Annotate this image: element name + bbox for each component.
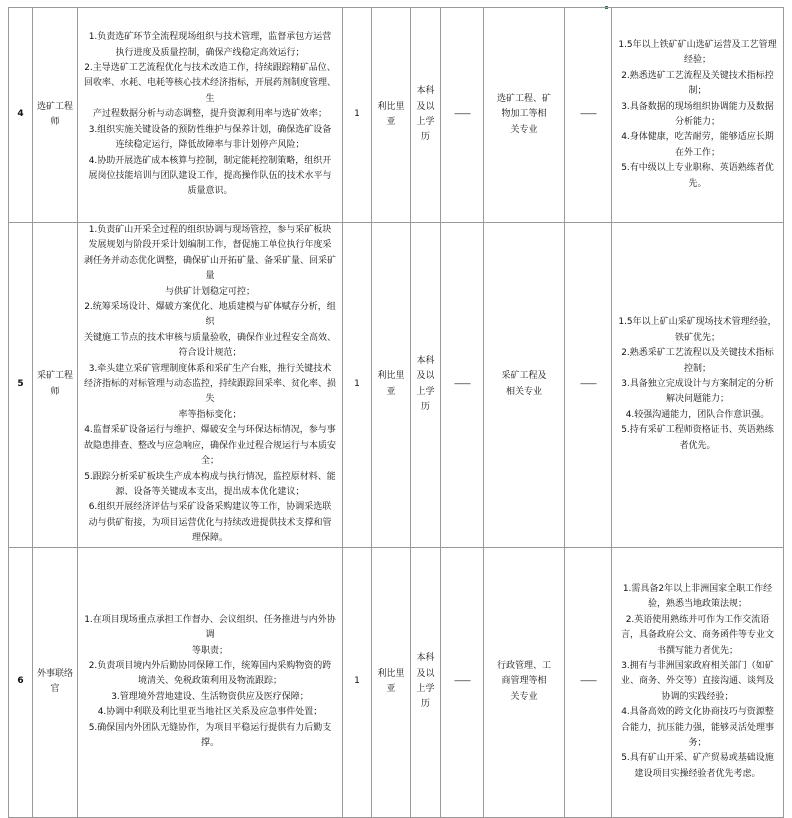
education-requirement-line: 本科 xyxy=(416,86,435,97)
education-requirement-line: 本科 xyxy=(416,653,435,664)
position-title-line: 采矿工程 xyxy=(36,371,73,382)
major-requirement-line: 采矿工程及 xyxy=(501,371,547,382)
job-duties-line: 等职责； xyxy=(191,645,228,656)
position-title-line: 官 xyxy=(50,684,60,695)
education-requirement xyxy=(411,8,441,223)
job-duties-line: 质量意识。 xyxy=(187,186,233,197)
job-duties-line: 符合设计规范； xyxy=(178,348,242,359)
job-duties-line: 3.牵头建立采矿管理制度体系和采矿生产台账，推行关键技术 xyxy=(88,363,332,374)
job-duties-line: 展岗位技能培训与团队建设工作，提高操作队伍的技术水平与 xyxy=(88,170,332,181)
position-title-line: 选矿工程 xyxy=(36,101,73,112)
job-requirements-line: 5.持有采矿工程师资格证书、英语熟练 xyxy=(621,425,774,436)
job-duties-line: 发展规划与阶段开采计划编制工作，督促施工单位执行年度采 xyxy=(88,240,332,251)
education-requirement-line: 上学 xyxy=(416,684,435,695)
job-duties-line: 1.在项目现场重点承担工作督办、会议组织、任务推进与内外协调 xyxy=(84,614,336,641)
education-requirement-line: 上学 xyxy=(416,386,435,397)
job-requirements-line: 1.需具备2年以上非洲国家全职工作经 xyxy=(622,583,773,594)
major-requirement-line: 行政管理、工 xyxy=(496,660,551,671)
work-location xyxy=(372,223,411,548)
job-requirements-line: 解决问题能力； xyxy=(665,394,729,405)
major-requirement-line: 商管理等相 xyxy=(501,676,547,687)
major-requirement-line: 物加工等相 xyxy=(501,109,547,120)
job-duties-line: 1.负责矿山开采全过程的组织协调与现场管控，参与采矿板块 xyxy=(88,225,332,235)
job-duties-line: 全； xyxy=(200,456,219,467)
job-duties-line: 撑。 xyxy=(200,737,219,748)
empty-dash-cell: —— xyxy=(441,8,484,223)
job-duties-line: 故隐患排查、整改与应急响应，确保作业过程合规运行与本质安 xyxy=(83,440,336,451)
job-duties-line: 理保障。 xyxy=(191,533,228,544)
work-location xyxy=(372,547,411,817)
education-requirement-line: 历 xyxy=(420,402,430,413)
job-requirements-line: 合能力，抗压能力强，能够灵活处理事 xyxy=(620,722,774,733)
job-duties-line: 4.监督采矿设备运行与维护、爆破安全与环保达标情况，参与事 xyxy=(84,425,336,436)
education-requirement-line: 本科 xyxy=(416,355,435,366)
job-requirements-line: 者优先。 xyxy=(679,440,716,451)
job-duties-line: 3.组织实施关键设备的预防性维护与保养计划，确保选矿设备 xyxy=(88,124,332,135)
work-location-line: 亚 xyxy=(386,117,396,127)
position-title xyxy=(33,547,78,817)
job-duties-line: 5.跟踪分析采矿板块生产成本构成与执行情况，监控原材料、能 xyxy=(84,471,336,482)
job-requirements xyxy=(612,8,784,223)
position-title xyxy=(33,8,78,223)
job-duties xyxy=(78,547,343,817)
job-requirements-line: 建设项目实操经验者优先考虑。 xyxy=(634,768,761,779)
job-requirements xyxy=(612,547,784,817)
major-requirement xyxy=(484,8,565,223)
job-duties xyxy=(78,8,343,223)
job-duties-line: 6.组织开展经济评估与采矿设备采购建议等工作，协调采选联 xyxy=(88,502,332,513)
table-row xyxy=(9,223,784,548)
major-requirement-line: 关专业 xyxy=(510,691,538,702)
work-location-line: 亚 xyxy=(386,684,396,695)
job-duties xyxy=(78,223,343,548)
major-requirement xyxy=(484,547,565,817)
education-requirement-line: 上学 xyxy=(416,117,435,127)
work-location-line: 利比里 xyxy=(377,101,405,112)
job-requirements-line: 经验； xyxy=(683,55,711,66)
education-requirement-line: 及以 xyxy=(416,371,435,382)
job-requirements-line: 2.英语使用熟练并可作为工作交流语 xyxy=(625,614,770,625)
major-requirement-line: 相关专业 xyxy=(505,386,542,397)
empty-dash-cell: —— xyxy=(441,547,484,817)
job-duties-line: 5.确保国内外团队无缝协作，为项目平稳运行提供有力后勤支 xyxy=(88,722,332,733)
major-requirement-line: 关专业 xyxy=(510,124,538,135)
major-requirement xyxy=(484,223,565,548)
job-duties-line: 1.负责选矿环节全流程现场组织与技术管理，监督承包方运营 xyxy=(88,32,332,43)
major-requirement-line: 选矿工程、矿 xyxy=(496,93,551,104)
empty-dash-cell: —— xyxy=(565,547,612,817)
job-requirements-line: 5.具有矿山开采、矿产贸易或基础设施 xyxy=(621,753,774,764)
headcount: 1 xyxy=(343,547,372,817)
job-duties-line: 4.协调中利联及利比里亚当地社区关系及应急事件处置； xyxy=(97,707,323,718)
empty-dash-cell: —— xyxy=(565,8,612,223)
job-requirements-line: 分析能力； xyxy=(674,117,720,127)
job-requirements-line: 验，熟悉当地政策法规； xyxy=(647,599,747,610)
job-duties-line: 源、设备等关键成本支出，提出成本优化建议； xyxy=(115,486,305,497)
job-requirements-line: 3.具备数据的现场组织协调能力及数据 xyxy=(621,101,774,112)
job-requirements-line: 言，具备政府公文、商务函件等专业文 xyxy=(620,630,774,641)
job-duties-line: 率等指标变化； xyxy=(178,409,242,420)
headcount: 1 xyxy=(343,8,372,223)
job-requirements-line: 书撰写能力者优先； xyxy=(656,645,738,656)
job-requirements-line: 先。 xyxy=(688,178,707,189)
work-location xyxy=(372,8,411,223)
work-location-line: 利比里 xyxy=(377,371,405,382)
position-title-line: 师 xyxy=(50,386,60,397)
education-requirement-line: 历 xyxy=(420,699,430,710)
table-row xyxy=(9,547,784,817)
job-requirements-line: 协调的实践经验； xyxy=(661,691,734,702)
education-requirement-line: 历 xyxy=(420,132,430,143)
job-duties-line: 产过程数据分析与动态调整，提升资源利用率与选矿效率； xyxy=(92,109,327,120)
job-requirements-line: 1.5年以上矿山采矿现场技术管理经验， xyxy=(618,317,777,328)
work-location-line: 利比里 xyxy=(377,668,405,679)
job-requirements-line: 在外工作； xyxy=(674,147,720,158)
job-requirements-line: 控制； xyxy=(683,363,711,374)
job-duties-line: 境清关、免税政策利用及物流跟踪； xyxy=(137,676,282,687)
job-duties-line: 经济指标的对标管理与动态监控，持续跟踪回采率、贫化率、损失 xyxy=(83,379,336,405)
job-duties-line: 回收率、水耗、电耗等核心技术经济指标，开展药剂制度管理、生 xyxy=(83,78,336,104)
job-requirements-line: 4.较强沟通能力，团队合作意识强。 xyxy=(625,409,770,420)
row-index: 4 xyxy=(9,8,33,223)
job-duties-line: 执行进度及质量控制，确保产线稳定高效运行； xyxy=(115,47,305,58)
job-duties-line: 2.统筹采场设计、爆破方案优化、地质建模与矿体赋存分析，组织 xyxy=(84,302,336,328)
job-duties-line: 3.管理境外营地建设、生活物资供应及医疗保障； xyxy=(111,691,309,702)
job-duties-line: 连续稳定运行，降低故障率与非计划停产风险； xyxy=(115,140,305,151)
table-body xyxy=(9,8,784,818)
job-requirements-line: 4.具备高效的跨文化协商技巧与资源整 xyxy=(621,707,774,718)
job-duties-line: 2.负责项目境内外后勤协同保障工作，统筹国内采购物资的跨 xyxy=(88,660,332,671)
work-location-line: 亚 xyxy=(386,386,396,397)
job-duties-line: 剥任务并动态优化调整，确保矿山开拓矿量、备采矿量、回采矿量 xyxy=(83,255,336,282)
job-requirements-line: 5.有中级以上专业职称、英语熟练者优 xyxy=(621,163,774,174)
job-requirements-line: 2.熟悉采矿工艺流程以及关键技术指标 xyxy=(621,348,774,359)
education-requirement-line: 及以 xyxy=(416,101,435,112)
job-duties-line: 关键施工节点的技术审核与质量验收，确保作业过程安全高效、 xyxy=(83,332,336,343)
education-requirement xyxy=(411,223,441,548)
job-duties-line: 动与供矿衔接，为项目运营优化与持续改进提供技术支撑和管 xyxy=(88,517,332,528)
job-requirements-line: 业、商务、外交等）直接沟通、谈判及 xyxy=(620,676,774,687)
job-requirements-line: 3.具备独立完成设计与方案制定的分析 xyxy=(621,379,774,390)
position-title xyxy=(33,223,78,548)
job-requirements-line: 制； xyxy=(688,86,707,97)
job-requirements-line: 1.5年以上铁矿矿山选矿运营及工艺管理 xyxy=(618,39,777,50)
job-duties-line: 2.主导选矿工艺流程优化与技术改造工作，持续跟踪精矿品位、 xyxy=(84,63,336,74)
job-requirements-line: 务； xyxy=(688,737,707,748)
headcount: 1 xyxy=(343,223,372,548)
job-requirements-line: 3.拥有与非洲国家政府相关部门（如矿 xyxy=(621,660,774,671)
job-duties-line: 4.协助开展选矿成本核算与控制，制定能耗控制策略，组织开 xyxy=(88,155,332,166)
education-requirement xyxy=(411,547,441,817)
empty-dash-cell: —— xyxy=(441,223,484,548)
job-requirements-line: 铁矿优先； xyxy=(674,332,720,343)
job-duties-line: 与供矿计划稳定可控； xyxy=(164,286,255,297)
job-requirements xyxy=(612,223,784,548)
row-index: 6 xyxy=(9,547,33,817)
table-row xyxy=(9,8,784,223)
empty-dash-cell: —— xyxy=(565,223,612,548)
position-title-line: 师 xyxy=(50,117,60,127)
position-title-line: 外事联络 xyxy=(36,668,73,679)
job-requirements-line: 2.熟悉选矿工艺流程及关键技术指标控 xyxy=(621,70,774,81)
job-openings-table xyxy=(8,7,784,818)
education-requirement-line: 及以 xyxy=(416,668,435,679)
row-index: 5 xyxy=(9,223,33,548)
job-requirements-line: 4.身体健康，吃苦耐劳，能够适应长期 xyxy=(621,132,774,143)
